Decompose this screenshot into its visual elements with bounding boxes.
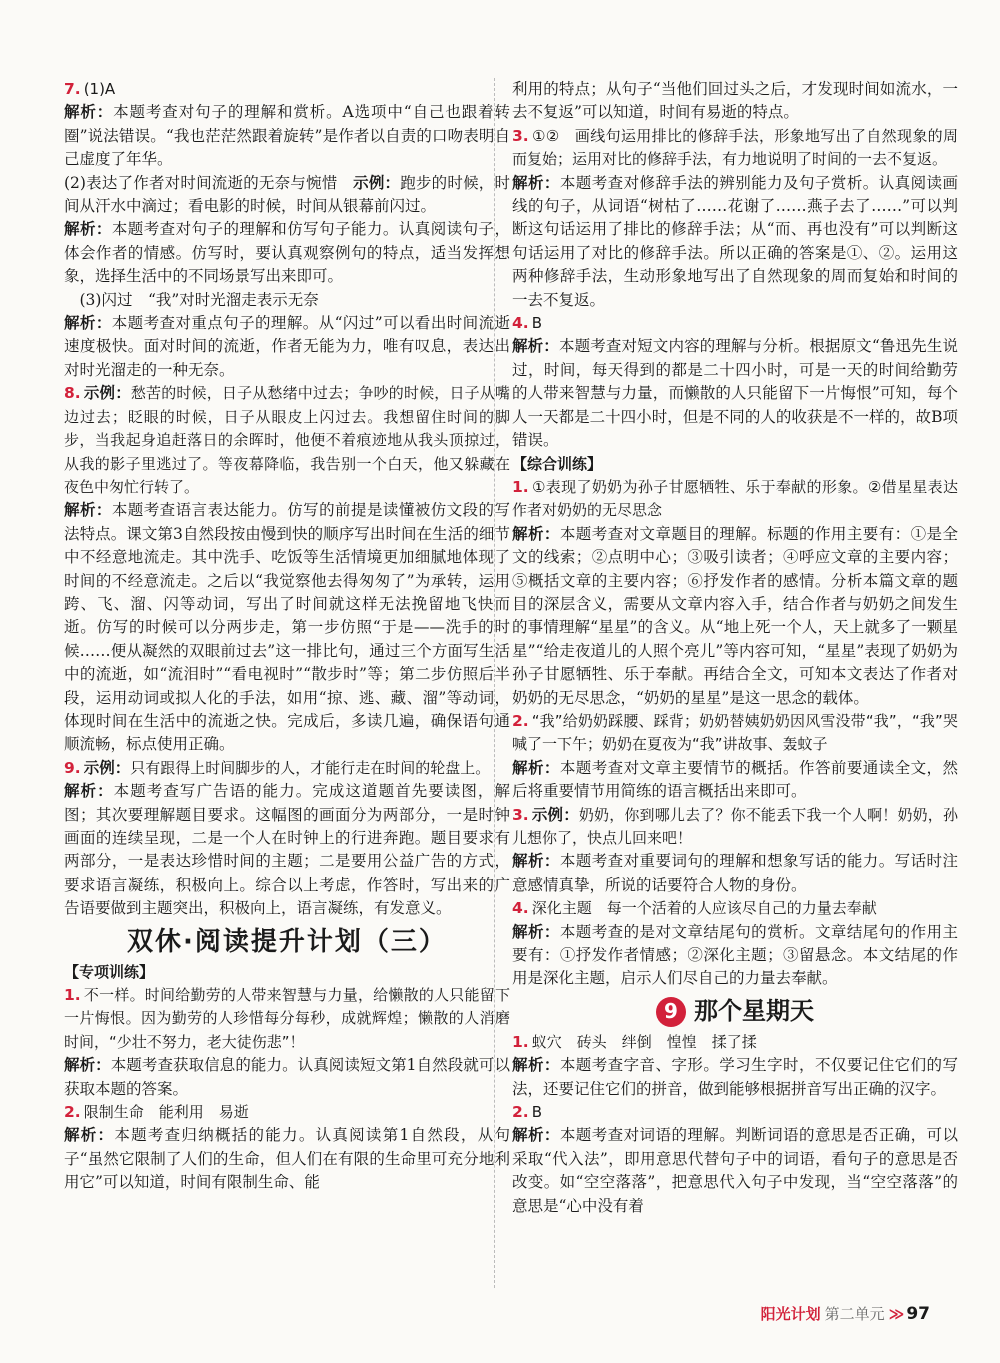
explanation-paragraph — [512, 335, 958, 452]
right-column — [512, 78, 958, 1218]
explanation-paragraph — [512, 78, 958, 125]
text: 本题考查对句子的理解和仿写句子能力。认真阅读句子，体会作者的情感。仿写时，要认真观察例句的特点，适当发挥想象，选择生活中的不同场景写出来即可。 — [64, 220, 510, 286]
explanation-paragraph — [64, 1124, 510, 1194]
label: 解析： — [64, 782, 114, 801]
text: 本题考查写广告语的能力。完成这道题首先要读图，解图；其次要理解题目要求。这幅图的画面分为两部分，一是时钟画面的连续呈现，二是一个人在时钟上的行进奔跑。题目要求有两部分，一是表达珍惜时间的主题；二是要用公益广告的方式，要求语言凝练，积极向上。综合以上考虑，作答时，写出来的广告语要做到主题突出，积极向上，语言凝练，有发意义。 — [64, 782, 510, 918]
answer-item — [512, 125, 958, 172]
footer-unit: 第二单元 — [824, 1305, 885, 1323]
explanation-paragraph — [64, 218, 510, 288]
explanation-paragraph — [64, 172, 510, 219]
text: 本题考查字音、字形。学习生字时，不仅要记住它们的写法，还要记住它们的拼音，做到能够根据拼音写出正确的汉字。 — [512, 1056, 958, 1098]
text: ①② 画线句运用排比的修辞手法，形象地写出了自然现象的周而复始；运用对比的修辞手法，有力地说明了时间的一去不复返。 — [512, 126, 958, 169]
label: 解析： — [64, 501, 112, 520]
text: 深化主题 每一个活着的人应该尽自己的力量去奉献 — [531, 899, 877, 918]
question-number: 9. — [64, 758, 81, 777]
question-number: 7. — [64, 80, 81, 98]
label: 解析： — [64, 314, 112, 333]
text: B — [531, 1103, 542, 1122]
answer-item — [64, 984, 510, 1054]
answer-item — [512, 312, 958, 335]
text: 本题考查获取信息的能力。认真阅读短文第1自然段就可以获取本题的答案。 — [64, 1056, 510, 1098]
label: 解析： — [512, 922, 560, 941]
question-number: 2. — [512, 1103, 529, 1122]
question-number: 8. — [64, 384, 81, 403]
text: 蚁穴 砖头 绊倒 惶惶 揉了揉 — [531, 1032, 757, 1051]
answer-item — [512, 476, 958, 523]
text: 本题考查的是对文章结尾句的赏析。文章结尾句的作用主要有：①抒发作者情感；②深化主题；③留悬念。本文结尾的作用是深化主题，启示人们尽自己的力量去奉献。 — [512, 922, 958, 988]
answer-item — [512, 897, 958, 920]
answer-item — [512, 1101, 958, 1124]
label: 解析： — [512, 1056, 560, 1075]
question-number: 1. — [512, 477, 529, 496]
answer-item — [512, 710, 958, 757]
question-number: 4. — [512, 314, 529, 333]
question-number: 2. — [64, 1103, 81, 1122]
label: 解析： — [512, 758, 560, 777]
label: 示例： — [83, 758, 131, 777]
text: 本题考查对重点句子的理解。从“闪过”可以看出时间流逝速度极快。面对时间的流逝，作者无能为力，唯有叹息，表达出对时光溜走的一种无奈。 — [64, 314, 510, 379]
left-column — [64, 78, 510, 1195]
page-footer — [761, 1303, 930, 1324]
explanation-paragraph — [64, 499, 510, 756]
text: 本题考查对词语的理解。判断词语的意思是否正确，可以采取“代入法”，即用意思代替句子中的词语，看句子的意思是否改变。如“空空落落”，把意思代入句子中发现，当“空空落落”的意思是“心中没有着 — [512, 1126, 958, 1215]
explanation-paragraph — [512, 921, 958, 991]
question-number: 1. — [64, 986, 81, 1005]
text: (1)A — [83, 80, 116, 98]
explanation-paragraph — [64, 101, 510, 171]
lesson-number-badge: 9 — [656, 997, 686, 1027]
explanation-paragraph — [512, 757, 958, 804]
explanation-paragraph — [64, 312, 510, 382]
label: 解析： — [512, 1126, 560, 1145]
answer-item — [64, 1101, 510, 1124]
label: 解析： — [64, 220, 112, 239]
explanation-paragraph — [512, 172, 958, 312]
question-number: 3. — [512, 126, 529, 145]
text: 限制生命 能利用 易逝 — [83, 1103, 249, 1122]
explanation-paragraph — [64, 289, 510, 312]
text: ①表现了奶奶为孙子甘愿牺牲、乐于奉献的形象。②借星星表达作者对奶奶的无尽思念 — [512, 477, 958, 520]
text: 本题考查归纳概括的能力。认真阅读第1自然段，从句子“虽然它限制了人们的生命，但人们在有限的生命里可充分地利用它”可以知道，时间有限制生命、能 — [64, 1126, 510, 1192]
page-number: 97 — [906, 1303, 930, 1324]
text: “我”给奶奶踩腰、踩背；奶奶替姨奶奶因风雪没带“我”，“我”哭喊了一下午；奶奶在夏夜为“我”讲故事、轰蚊子 — [512, 711, 958, 754]
explanation-paragraph — [64, 780, 510, 920]
double-chevron-icon: ≫ — [888, 1304, 905, 1323]
answer-item — [64, 78, 510, 101]
label: 解析： — [64, 1056, 111, 1075]
answer-item — [64, 382, 510, 499]
explanation-paragraph — [512, 1054, 958, 1101]
text: 利用的特点；从句子“当他们回过头之后，才发现时间如流水，一去不复返”可以知道，时间有易逝的特点。 — [512, 80, 958, 122]
text: (2)表达了作者对时间流逝的无奈与惋惜 — [64, 173, 338, 192]
question-number: 1. — [512, 1032, 529, 1051]
text: (3)闪过 “我”对时光溜走表示无奈 — [79, 290, 319, 309]
text: 本题考查对短文内容的理解与分析。根据原文“鲁迅先生说过，时间，每天得到的都是二十四小时，可是一天的时间给勤劳的人带来智慧与力量，而懒散的人只能留下一片悔恨”可知，每个人一天都是二十四小时，但是不同的人的收获是不一样的，故B项错误。 — [512, 337, 958, 450]
label: 示例： — [531, 805, 579, 824]
label: 解析： — [64, 1126, 115, 1145]
label: 解析： — [512, 524, 560, 543]
lesson-title: 那个星期天 — [694, 997, 814, 1026]
label: 解析： — [64, 103, 114, 122]
label: 解析： — [512, 173, 560, 192]
label: 示例： — [83, 384, 131, 403]
label: 示例： — [353, 173, 401, 192]
section-label: 【综合训练】 — [512, 454, 603, 473]
label: 解析： — [512, 852, 560, 871]
explanation-paragraph — [512, 523, 958, 710]
section-title: 双休·阅读提升计划（三） — [127, 926, 447, 957]
answer-item — [64, 757, 510, 780]
text: 愁苦的时候，日子从愁绪中过去；争吵的时候，日子从嘴边过去；眨眼的时候，日子从眼皮上闪过去。我想留住时间的脚步，当我起身追赶落日的余晖时，他便不着痕迹地从我头顶掠过，从我的影子里逃过了。等夜幕降临，我告别一个白天，他又躲藏在夜色中匆忙行转了。 — [64, 384, 510, 496]
section-label: 【专项训练】 — [64, 962, 155, 981]
text: 只有跟得上时间脚步的人，才能行走在时间的轮盘上。 — [130, 758, 491, 777]
text: 奶奶，你到哪儿去了？你不能丢下我一个人啊！奶奶，孙儿想你了，快点儿回来吧！ — [512, 805, 958, 847]
answer-item — [512, 804, 958, 851]
label: 解析： — [512, 337, 559, 356]
question-number: 3. — [512, 805, 529, 824]
explanation-paragraph — [512, 850, 958, 897]
question-number: 4. — [512, 899, 529, 918]
explanation-paragraph — [64, 1054, 510, 1101]
text: 本题考查语言表达能力。仿写的前提是读懂被仿文段的写法特点。课文第3自然段按由慢到快的顺序写出时间在生活的细节中不经意地流走。其中洗手、吃饭等生活情境更加细腻地体现了时间的不经意流走。之后以“我觉察他去得匆匆了”为承转，运用跨、飞、溜、闪等动词，写出了时间就这样无法挽留地飞快而逝。仿写的时候可以分两步走，第一步仿照“于是——洗手的时候……便从凝然的双眼前过去”这一排比句，通过三个方面写生活中的流逝，如“流泪时”“看电视时”“散步时”等；第二步仿照后半段，运用动词或拟人化的手法，如用“掠、逃、藏、溜”等动词，体现时间在生活中的流逝之快。完成后，多读几遍，确保语句通顺流畅，标点使用正确。 — [64, 501, 510, 754]
text: 跑步的时候，时间从汗水中滴过；看电影的时候，时间从银幕前闪过。 — [64, 173, 510, 216]
text: 本题考查对文章主要情节的概括。作答前要通读全文，然后将重要情节用简练的语言概括出来即可。 — [512, 758, 958, 801]
answer-item — [512, 1031, 958, 1054]
explanation-paragraph — [512, 1124, 958, 1218]
lesson-heading — [512, 997, 958, 1027]
footer-brand: 阳光计划 — [760, 1305, 821, 1323]
text: 本题考查对重要词句的理解和想象写话的能力。写话时注意感情真挚，所说的话要符合人物的身份。 — [512, 852, 958, 894]
text: 不一样。时间给勤劳的人带来智慧与力量，给懒散的人只能留下一片悔恨。因为勤劳的人珍惜每分每秒，成就辉煌；懒散的人消磨时间，“少壮不努力，老大徒伤悲”！ — [64, 986, 510, 1051]
text: 本题考查对句子的理解和赏析。A选项中“自己也跟着转圈”说法错误。“我也茫茫然跟着旋转”是作者以自责的口吻表明自己虚度了年华。 — [64, 103, 510, 169]
question-number: 2. — [512, 711, 529, 730]
text: 本题考查对文章题目的理解。标题的作用主要有：①是全文的线索；②点明中心；③吸引读者；④呼应文章的主要内容；⑤概括文章的主要内容；⑥抒发作者的感情。分析本篇文章的题目的深层含义，需要从文章内容入手，结合作者与奶奶之间发生的事情理解“星星”的含义。从“地上死一个人，天上就多了一颗星星”“给走夜道儿的人照个亮儿”等内容可知，“星星”表现了奶奶为孙子甘愿牺牲、乐于奉献。再结合全文，可知本文表达了作者对奶奶的无尽思念，“奶奶的星星”是这一思念的载体。 — [512, 524, 958, 707]
text: 本题考查对修辞手法的辨别能力及句子赏析。认真阅读画线的句子，从词语“树枯了……花谢了……燕子去了……”可以判断这句话运用了排比的修辞手法；从“而、再也没有”可以判断这句话运用了对比的修辞手法。所以正确的答案是①、②。运用这两种修辞手法，生动形象地写出了自然现象的周而复始和时间的一去不复返。 — [512, 173, 958, 309]
text: B — [531, 314, 542, 333]
